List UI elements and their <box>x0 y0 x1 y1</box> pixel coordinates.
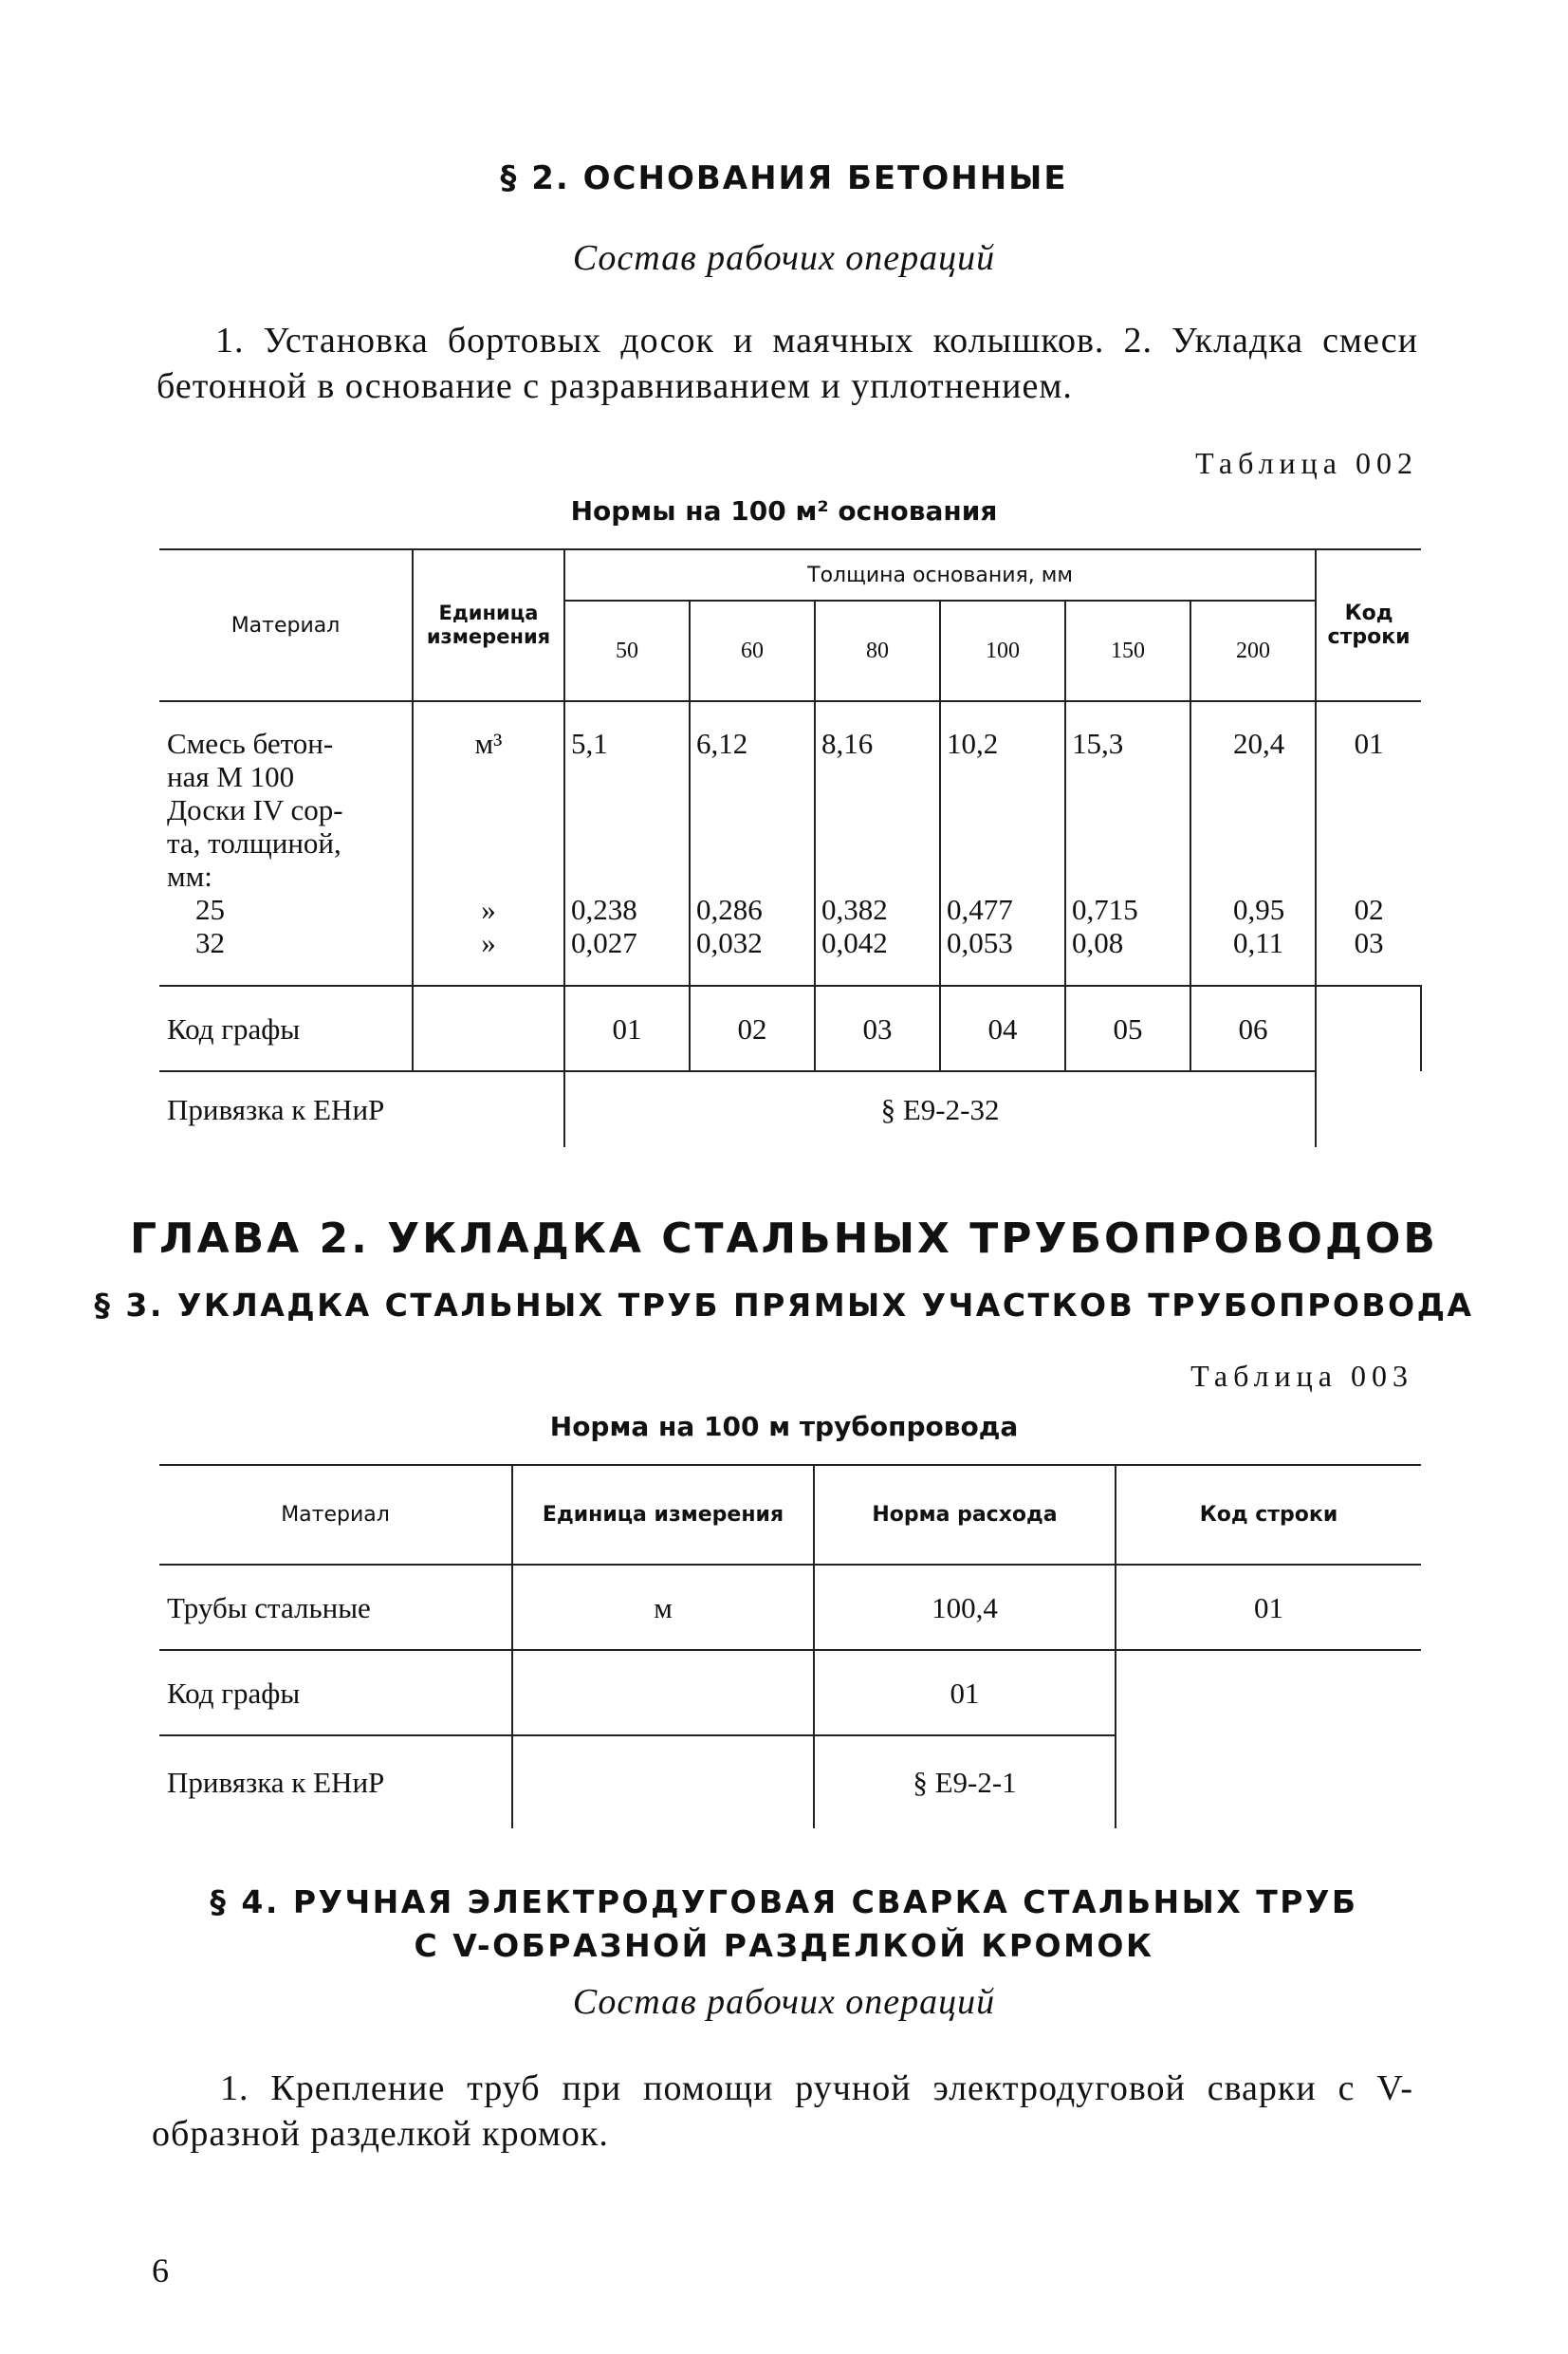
binding-value: § Е9-2-1 <box>814 1735 1116 1828</box>
value: 15,3 <box>1072 727 1124 760</box>
header-code: Код строки <box>1316 549 1421 701</box>
table-caption: Норма на 100 м трубопровода <box>549 1411 1019 1442</box>
empty-cell <box>1316 986 1421 1071</box>
header-thickness-80: 80 <box>815 601 940 701</box>
header-norm: Норма расхода <box>814 1465 1116 1565</box>
header-thickness: Толщина основания, мм <box>564 549 1316 601</box>
values-col-80 <box>815 701 940 986</box>
col-code: 06 <box>1190 986 1316 1071</box>
value: 10,2 <box>947 727 999 760</box>
header-thickness-60: 60 <box>690 601 815 701</box>
values-col-200 <box>1190 701 1316 986</box>
col-code: 04 <box>940 986 1065 1071</box>
material-cell: Трубы стальные <box>159 1565 512 1650</box>
header-code: Код строки <box>1116 1465 1421 1565</box>
col-code: 03 <box>815 986 940 1071</box>
empty-cell <box>1116 1650 1421 1828</box>
table-caption: Нормы на 100 м² основания <box>570 495 998 527</box>
section-heading-line: С V-ОБРАЗНОЙ РАЗДЕЛКОЙ КРОМОК <box>414 1927 1154 1964</box>
col-code-label: Код графы <box>159 986 413 1071</box>
row-code: 03 <box>1354 926 1384 959</box>
header-thickness-200: 200 <box>1190 601 1316 701</box>
norm-cell: 100,4 <box>814 1565 1116 1650</box>
value: 0,715 <box>1072 893 1138 926</box>
material-line: Доски IV сор- <box>167 793 343 826</box>
value: 0,042 <box>821 926 888 959</box>
chapter-heading: ГЛАВА 2. УКЛАДКА СТАЛЬНЫХ ТРУБОПРОВОДОВ <box>130 1214 1438 1263</box>
binding-value: § Е9-2-32 <box>564 1071 1316 1147</box>
value: 0,032 <box>696 926 763 959</box>
empty-cell <box>512 1735 814 1828</box>
col-code: 05 <box>1065 986 1190 1071</box>
row-code: 02 <box>1354 893 1384 926</box>
values-col-60 <box>690 701 815 986</box>
norms-table-002 <box>159 548 1422 1147</box>
material-line: 25 <box>195 893 225 926</box>
row-code-cell: 01 <box>1116 1565 1421 1650</box>
binding-label: Привязка к ЕНиР <box>159 1735 512 1828</box>
value: 0,382 <box>821 893 888 926</box>
unit-value: » <box>481 893 496 926</box>
value: 0,95 <box>1233 893 1285 926</box>
norms-table-003 <box>159 1464 1421 1828</box>
empty-cell <box>1316 1071 1421 1147</box>
value: 20,4 <box>1233 727 1285 760</box>
binding-label: Привязка к ЕНиР <box>159 1071 564 1147</box>
value: 0,286 <box>696 893 763 926</box>
value: 0,08 <box>1072 926 1124 959</box>
values-col-100 <box>940 701 1065 986</box>
section-heading: § 3. УКЛАДКА СТАЛЬНЫХ ТРУБ ПРЯМЫХ УЧАСТКОВ ТРУБОПРОВОДА <box>94 1287 1474 1324</box>
material-line: 32 <box>195 926 225 959</box>
header-material: Материал <box>159 1465 512 1565</box>
value: 5,1 <box>571 727 608 760</box>
table-label: Таблица 002 <box>1195 446 1418 480</box>
material-line: ная М 100 <box>167 760 295 793</box>
col-code-label: Код графы <box>159 1650 512 1735</box>
units-cell <box>413 701 564 986</box>
operations-text: 1. Установка бортовых досок и маячных колышков. 2. Укладка смеси бетонной в основание с разравниванием и уплотнением. <box>157 321 1418 406</box>
value: 8,16 <box>821 727 874 760</box>
value: 6,12 <box>696 727 748 760</box>
header-thickness-150: 150 <box>1065 601 1190 701</box>
table-label: Таблица 003 <box>1190 1359 1413 1393</box>
material-line: мм: <box>167 860 212 893</box>
row-codes-cell <box>1316 701 1421 986</box>
section-heading <box>0 1881 1568 1968</box>
section-heading-line: § 4. РУЧНАЯ ЭЛЕКТРОДУГОВАЯ СВАРКА СТАЛЬНЫХ ТРУБ <box>210 1883 1358 1920</box>
col-code: 01 <box>814 1650 1116 1735</box>
value: 0,477 <box>947 893 1013 926</box>
values-col-50 <box>564 701 690 986</box>
col-code: 01 <box>564 986 690 1071</box>
value: 0,238 <box>571 893 637 926</box>
values-col-150 <box>1065 701 1190 986</box>
header-unit: Единица измерения <box>512 1465 814 1565</box>
operations-text: 1. Крепление труб при помощи ручной электродуговой сварки с V-образной разделкой кромок. <box>152 2068 1413 2154</box>
section-subtitle: Состав рабочих операций <box>572 238 996 278</box>
col-code: 02 <box>690 986 815 1071</box>
unit-value: » <box>481 926 496 959</box>
header-material: Материал <box>159 549 413 701</box>
empty-cell <box>512 1650 814 1735</box>
value: 0,053 <box>947 926 1013 959</box>
value: 0,027 <box>571 926 637 959</box>
page-number: 6 <box>152 2252 169 2289</box>
empty-cell <box>413 986 564 1071</box>
value: 0,11 <box>1233 926 1284 959</box>
row-code: 01 <box>1354 727 1384 760</box>
section-heading: § 2. ОСНОВАНИЯ БЕТОННЫЕ <box>500 159 1068 197</box>
header-thickness-50: 50 <box>564 601 690 701</box>
header-unit: Единица измерения <box>413 549 564 701</box>
section-subtitle: Состав рабочих операций <box>572 1982 996 2022</box>
unit-cell: м <box>512 1565 814 1650</box>
material-line: та, толщиной, <box>167 826 341 860</box>
header-thickness-100: 100 <box>940 601 1065 701</box>
unit-value: м³ <box>474 727 503 760</box>
materials-cell <box>159 701 413 986</box>
material-line: Смесь бетон- <box>167 727 334 760</box>
